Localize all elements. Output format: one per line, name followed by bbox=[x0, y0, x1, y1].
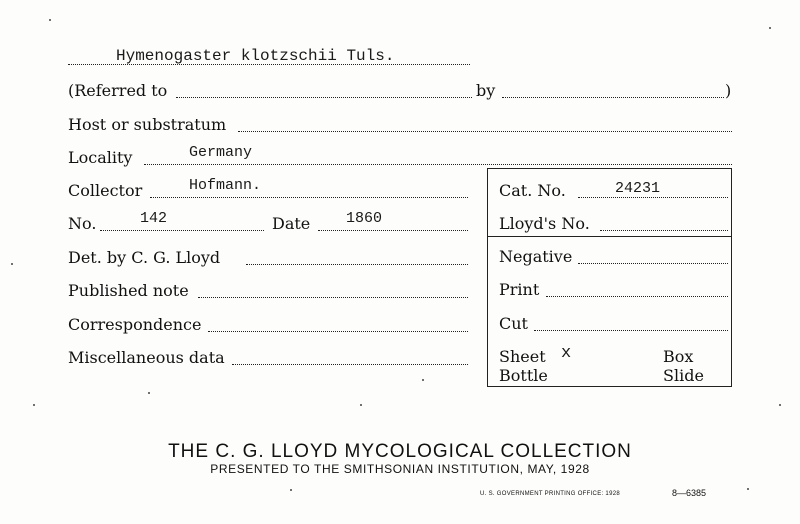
cut-line bbox=[534, 330, 728, 331]
sheet-label: Sheet bbox=[499, 347, 546, 366]
no-label: No. bbox=[68, 214, 97, 233]
cat-no-value: 24231 bbox=[615, 180, 661, 197]
lloyds-no-label: Lloyd's No. bbox=[499, 214, 590, 233]
locality-value: Germany bbox=[189, 144, 253, 161]
locality-label: Locality bbox=[68, 148, 133, 167]
published-line bbox=[198, 297, 468, 298]
species-name: Hymenogaster klotzschii Tuls. bbox=[116, 47, 395, 65]
misc-label: Miscellaneous data bbox=[68, 348, 225, 367]
close-paren: ) bbox=[725, 81, 732, 100]
slide-label: Slide bbox=[663, 366, 704, 385]
scan-speck bbox=[148, 392, 150, 394]
date-value: 1860 bbox=[346, 210, 383, 227]
collection-subtitle: PRESENTED TO THE SMITHSONIAN INSTITUTION, MAY, 1928 bbox=[210, 462, 590, 476]
box-left-border bbox=[487, 168, 488, 387]
collector-label: Collector bbox=[68, 181, 143, 200]
scan-speck bbox=[769, 27, 771, 29]
box-label: Box bbox=[663, 347, 694, 366]
date-label: Date bbox=[272, 214, 311, 233]
date-line bbox=[318, 230, 468, 231]
scan-speck bbox=[290, 489, 292, 491]
no-value: 142 bbox=[140, 210, 168, 227]
collector-line bbox=[150, 197, 468, 198]
correspondence-label: Correspondence bbox=[68, 315, 202, 334]
misc-line bbox=[232, 364, 468, 365]
correspondence-line bbox=[208, 331, 468, 332]
scan-speck bbox=[360, 404, 362, 406]
negative-line bbox=[578, 263, 728, 264]
printing-office-note: U. S. GOVERNMENT PRINTING OFFICE: 1928 bbox=[480, 491, 620, 497]
scan-speck bbox=[422, 379, 424, 381]
det-label: Det. by C. G. Lloyd bbox=[68, 248, 221, 267]
by-label: by bbox=[476, 81, 496, 100]
referred-to-label: (Referred to bbox=[68, 81, 168, 100]
negative-label: Negative bbox=[499, 247, 573, 266]
cat-no-label: Cat. No. bbox=[499, 181, 566, 200]
published-label: Published note bbox=[68, 281, 189, 300]
cut-label: Cut bbox=[499, 314, 528, 333]
scan-speck bbox=[49, 19, 51, 21]
box-bottom-border bbox=[487, 386, 732, 387]
box-right-border bbox=[731, 168, 732, 387]
print-label: Print bbox=[499, 280, 540, 299]
host-line bbox=[238, 131, 732, 132]
lloyds-no-line bbox=[600, 230, 728, 231]
scan-speck bbox=[747, 488, 749, 490]
box-divider bbox=[487, 236, 732, 237]
print-line bbox=[546, 296, 728, 297]
by-line bbox=[502, 97, 724, 98]
referred-to-line bbox=[176, 97, 472, 98]
host-label: Host or substratum bbox=[68, 115, 227, 134]
sheet-check-mark: x bbox=[561, 344, 572, 363]
form-code: 8—6385 bbox=[672, 488, 707, 498]
collector-value: Hofmann. bbox=[189, 177, 262, 194]
box-top-border bbox=[487, 168, 732, 169]
scan-speck bbox=[33, 404, 35, 406]
bottle-label: Bottle bbox=[499, 366, 548, 385]
scan-speck bbox=[779, 404, 781, 406]
cat-no-line bbox=[578, 197, 728, 198]
scan-speck bbox=[11, 263, 13, 265]
locality-line bbox=[144, 164, 732, 165]
det-line bbox=[246, 264, 468, 265]
no-line bbox=[100, 230, 264, 231]
collection-title: THE C. G. LLOYD MYCOLOGICAL COLLECTION bbox=[168, 441, 632, 462]
